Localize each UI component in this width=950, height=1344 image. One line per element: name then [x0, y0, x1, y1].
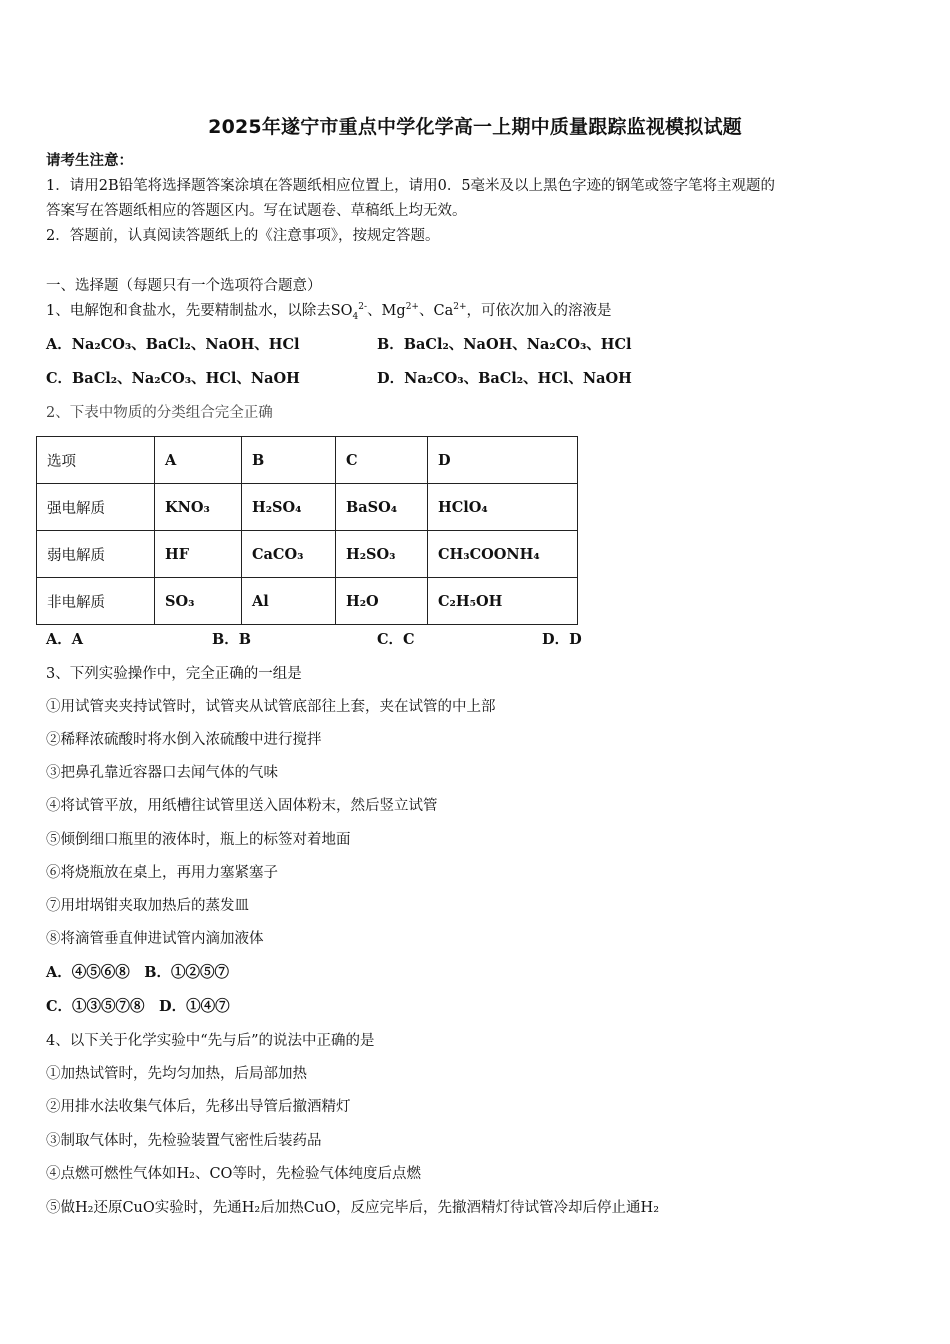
q1-stem-suffix: ，可依次加入的溶液是 [466, 303, 612, 319]
table-cell: H₂SO₄ [242, 484, 336, 531]
list-item: ③把鼻孔靠近容器口去闻气体的气味 [46, 765, 278, 781]
list-item: ⑥将烧瓶放在桌上，再用力塞紧塞子 [46, 865, 278, 881]
list-item: ⑧将滴管垂直伸进试管内滴加液体 [46, 931, 264, 947]
q1-ca-sup: 2+ [453, 302, 467, 313]
table-row [37, 578, 578, 625]
question-2-stem: 2、下表中物质的分类组合完全正确 [46, 405, 273, 421]
list-item: ④点燃可燃性气体如H₂、CO等时，先检验气体纯度后点燃 [46, 1166, 421, 1182]
table-header-cell: B [242, 437, 336, 484]
page-title: 2025年遂宁市重点中学化学高一上期中质量跟踪监视模拟试题 [208, 116, 742, 138]
table-header-cell: 选项 [37, 437, 155, 484]
table-cell: C₂H₅OH [428, 578, 578, 625]
classification-table [36, 436, 578, 625]
q1-stem-prefix: 1、电解饱和食盐水，先要精制盐水，以除去SO [46, 303, 353, 319]
table-cell: CH₃COONH₄ [428, 531, 578, 578]
q1-ca: 、Ca [418, 303, 454, 319]
table-header-cell: C [336, 437, 428, 484]
table-header-row [37, 437, 578, 484]
table-cell: H₂O [336, 578, 428, 625]
table-row [37, 484, 578, 531]
list-item: ⑤做H₂还原CuO实验时，先通H₂后加热CuO，反应完毕后，先撤酒精灯待试管冷却后停止通H₂ [46, 1200, 660, 1216]
q1-mg-sup: 2+ [405, 302, 419, 313]
table-cell: 非电解质 [37, 578, 155, 625]
q1-mg: 、Mg [367, 303, 406, 319]
list-item: ⑦用坩埚钳夹取加热后的蒸发皿 [46, 898, 249, 914]
list-item: ③制取气体时，先检验装置气密性后装药品 [46, 1133, 322, 1149]
table-cell: H₂SO₃ [336, 531, 428, 578]
table-cell: BaSO₄ [336, 484, 428, 531]
q1-option-d: D．Na₂CO₃、BaCl₂、HCl、NaOH [377, 370, 632, 387]
table-cell: CaCO₃ [242, 531, 336, 578]
table-header-cell: A [155, 437, 242, 484]
table-header-cell: D [428, 437, 578, 484]
q3-options-cd: C．①③⑤⑦⑧ D．①④⑦ [46, 998, 230, 1015]
q2-option-a: A．A [46, 631, 84, 648]
q1-option-b: B．BaCl₂、NaOH、Na₂CO₃、HCl [377, 336, 632, 353]
q2-option-b: B．B [212, 631, 252, 648]
table-cell: 弱电解质 [37, 531, 155, 578]
notice-heading: 请考生注意： [46, 152, 133, 169]
q1-option-c: C．BaCl₂、Na₂CO₃、HCl、NaOH [46, 370, 300, 387]
table-cell: KNO₃ [155, 484, 242, 531]
list-item: ①加热试管时，先均匀加热，后局部加热 [46, 1066, 307, 1082]
notice-item-2: 2．答题前，认真阅读答题纸上的《注意事项》，按规定答题。 [46, 228, 440, 244]
notice-item-1-line-1: 1．请用2B铅笔将选择题答案涂填在答题纸相应位置上，请用0．5毫米及以上黑色字迹的钢笔或签字笔将主观题的 [46, 178, 776, 194]
section-heading: 一、选择题（每题只有一个选项符合题意） [46, 278, 322, 294]
list-item: ②用排水法收集气体后，先移出导管后撤酒精灯 [46, 1099, 351, 1115]
table-row [37, 531, 578, 578]
q2-option-c: C．C [377, 631, 415, 648]
table-cell: SO₃ [155, 578, 242, 625]
list-item: ④将试管平放，用纸槽往试管里送入固体粉末，然后竖立试管 [46, 798, 438, 814]
notice-item-1-line-2: 答案写在答题纸相应的答题区内。写在试题卷、草稿纸上均无效。 [46, 203, 467, 219]
list-item: ⑤倾倒细口瓶里的液体时，瓶上的标签对着地面 [46, 832, 351, 848]
question-1-stem [46, 301, 612, 321]
table-cell: Al [242, 578, 336, 625]
q2-option-d: D．D [542, 631, 582, 648]
list-item: ①用试管夹夹持试管时，试管夹从试管底部往上套，夹在试管的中上部 [46, 699, 496, 715]
question-4-stem: 4、以下关于化学实验中“先与后”的说法中正确的是 [46, 1033, 375, 1049]
list-item: ②稀释浓硫酸时将水倒入浓硫酸中进行搅拌 [46, 732, 322, 748]
table-cell: 强电解质 [37, 484, 155, 531]
question-3-stem: 3、下列实验操作中，完全正确的一组是 [46, 666, 302, 682]
q1-option-a: A．Na₂CO₃、BaCl₂、NaOH、HCl [46, 336, 300, 353]
table-cell: HF [155, 531, 242, 578]
q3-options-ab: A．④⑤⑥⑧ B．①②⑤⑦ [46, 964, 230, 981]
q1-so4-sub: 4 [352, 311, 359, 322]
table-cell: HClO₄ [428, 484, 578, 531]
q1-so4-sup: 2- [358, 302, 368, 313]
